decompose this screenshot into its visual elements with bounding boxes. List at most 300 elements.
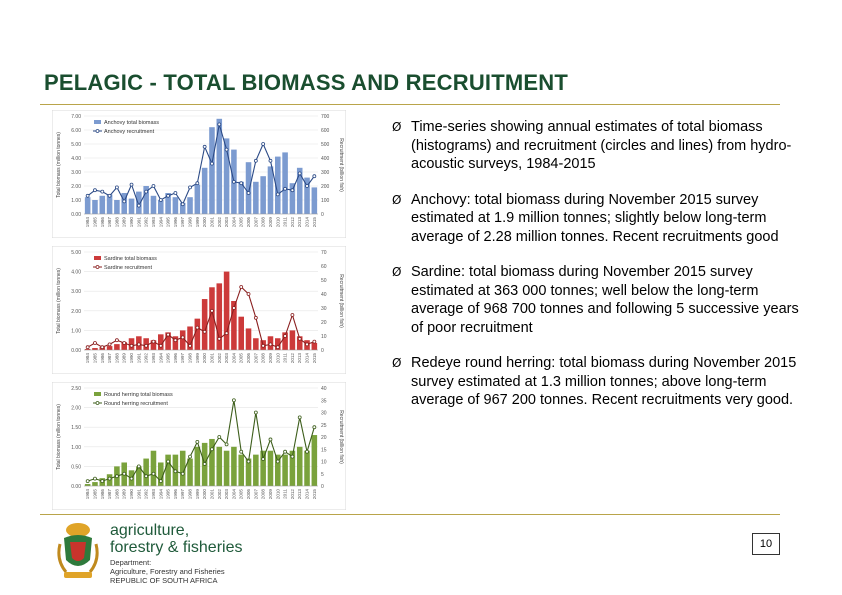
- recruitment-point: [262, 458, 265, 461]
- recruitment-point: [174, 470, 177, 473]
- biomass-bar: [143, 459, 149, 486]
- recruitment-point: [86, 480, 89, 483]
- x-tick-label: 1992: [143, 353, 149, 364]
- legend-biomass-label: Sardine total biomass: [104, 256, 157, 262]
- right-tick-label: 35: [321, 398, 327, 405]
- biomass-bar: [92, 200, 98, 214]
- legend-bar-swatch: [94, 120, 101, 124]
- recruitment-point: [174, 192, 177, 195]
- x-tick-label: 1994: [158, 353, 164, 364]
- recruitment-point: [159, 199, 162, 202]
- x-tick-label: 2013: [297, 217, 303, 228]
- arrow-bullet-icon: Ø: [392, 120, 402, 134]
- recruitment-point: [269, 343, 272, 346]
- recruitment-point: [210, 162, 213, 165]
- left-tick-label: 0.00: [71, 484, 81, 490]
- recruitment-point: [254, 411, 257, 414]
- biomass-bar: [253, 455, 259, 486]
- left-tick-label: 1.00: [71, 444, 81, 451]
- biomass-bar: [173, 197, 179, 214]
- left-tick-label: 1.50: [71, 425, 81, 432]
- x-tick-label: 1992: [143, 489, 149, 500]
- legend-recruitment-label: Round herring recruitment: [104, 401, 168, 407]
- right-tick-label: 15: [321, 447, 327, 454]
- x-tick-label: 1985: [92, 353, 98, 364]
- right-axis-label: Recruitment (billion fish): [338, 138, 344, 192]
- x-tick-label: 2004: [231, 353, 237, 364]
- recruitment-point: [276, 460, 279, 463]
- recruitment-point: [284, 187, 287, 190]
- biomass-bar: [114, 344, 120, 350]
- x-tick-label: 1994: [158, 489, 164, 500]
- bullet-text: Time-series showing annual estimates of total biomass (histograms) and recruitment (circles and lines) from hydro-acoustic surveys, 1984-2015: [411, 119, 792, 172]
- x-tick-label: 2000: [202, 217, 208, 228]
- recruitment-point: [262, 344, 265, 347]
- sardine-chart: [52, 246, 346, 374]
- left-tick-label: 3.00: [71, 289, 81, 296]
- right-tick-label: 0: [321, 484, 324, 490]
- recruitment-point: [240, 182, 243, 185]
- x-tick-label: 2013: [297, 353, 303, 364]
- right-tick-label: 10: [321, 459, 327, 466]
- recruitment-point: [196, 440, 199, 443]
- right-tick-label: 60: [321, 264, 327, 270]
- biomass-bar: [268, 451, 274, 486]
- biomass-bar: [290, 183, 296, 214]
- recruitment-point: [203, 462, 206, 465]
- left-tick-label: 2.00: [71, 184, 81, 190]
- x-tick-label: 1997: [180, 217, 186, 228]
- biomass-bar: [246, 162, 252, 214]
- biomass-bar: [253, 182, 259, 214]
- bullet-item: [392, 118, 804, 174]
- x-tick-label: 2003: [224, 217, 230, 228]
- recruitment-point: [247, 460, 250, 463]
- legend-point-swatch: [96, 402, 99, 405]
- biomass-bar: [282, 455, 288, 486]
- x-tick-label: 1994: [158, 217, 164, 228]
- x-tick-label: 2011: [282, 353, 288, 363]
- recruitment-point: [145, 344, 148, 347]
- x-tick-label: 2007: [253, 489, 259, 500]
- recruitment-point: [269, 438, 272, 441]
- recruitment-point: [167, 194, 170, 197]
- bullet-text: Anchovy: total biomass during November 2015 survey estimated at 1.9 million tonnes; slightly below long-term average of 2.28 million tonnes. Recent recruitments good: [411, 191, 779, 245]
- recruitment-point: [218, 123, 221, 126]
- x-tick-label: 1995: [165, 489, 171, 500]
- x-tick-label: 2003: [224, 489, 230, 500]
- right-tick-label: 20: [321, 435, 327, 441]
- right-tick-label: 200: [321, 184, 330, 190]
- biomass-bar: [268, 166, 274, 214]
- x-tick-label: 1986: [99, 489, 105, 500]
- biomass-bar: [209, 127, 215, 214]
- recruitment-point: [101, 480, 104, 483]
- right-tick-label: 5: [321, 471, 324, 478]
- recruitment-point: [276, 346, 279, 349]
- x-tick-label: 1987: [107, 353, 113, 364]
- recruitment-point: [218, 436, 221, 439]
- x-tick-label: 1991: [136, 489, 142, 500]
- x-tick-label: 2001: [209, 489, 215, 500]
- x-tick-label: 2009: [267, 353, 273, 364]
- recruitment-point: [174, 339, 177, 342]
- anchovy-chart: [52, 110, 346, 238]
- recruitment-point: [93, 342, 96, 345]
- left-tick-label: 4.00: [71, 269, 81, 276]
- biomass-bar: [260, 176, 266, 214]
- left-tick-label: 4.00: [71, 156, 81, 162]
- biomass-bar: [195, 185, 201, 214]
- left-tick-label: 0.00: [71, 212, 81, 218]
- x-tick-label: 2012: [289, 489, 295, 500]
- legend-recruitment-label: Anchovy recruitment: [104, 129, 155, 135]
- biomass-bar: [282, 152, 288, 214]
- biomass-bar: [92, 482, 98, 486]
- recruitment-point: [313, 175, 316, 178]
- page-title: PELAGIC - TOTAL BIOMASS AND RECRUITMENT: [44, 70, 568, 95]
- recruitment-point: [86, 346, 89, 349]
- x-tick-label: 2006: [246, 217, 252, 228]
- recruitment-point: [108, 194, 111, 197]
- x-tick-label: 1999: [194, 489, 200, 500]
- bullet-item: [392, 263, 804, 337]
- x-tick-label: 2002: [216, 217, 222, 228]
- x-tick-label: 1989: [121, 217, 127, 228]
- left-axis-label: Total biomass (million tonnes): [56, 268, 62, 334]
- x-tick-label: 1996: [172, 353, 178, 364]
- bullet-text: Redeye round herring: total biomass during November 2015 survey estimated at 1.3 million tonnes; above long-term average of 967 200 tonnes. Recent recruitments very good.: [411, 355, 797, 408]
- biomass-bar: [297, 447, 303, 486]
- recruitment-point: [284, 450, 287, 453]
- biomass-bar: [114, 200, 120, 214]
- x-tick-label: 2011: [282, 489, 288, 499]
- recruitment-point: [218, 337, 221, 340]
- recruitment-point: [101, 190, 104, 193]
- right-tick-label: 400: [321, 156, 330, 162]
- recruitment-point: [167, 460, 170, 463]
- recruitment-point: [189, 186, 192, 189]
- page-number: 10: [752, 533, 780, 555]
- recruitment-point: [152, 340, 155, 343]
- x-tick-label: 2014: [304, 353, 310, 364]
- x-tick-label: 2004: [231, 489, 237, 500]
- recruitment-point: [123, 472, 126, 475]
- x-tick-label: 1997: [180, 353, 186, 364]
- recruitment-point: [210, 448, 213, 451]
- bullet-text: Sardine: total biomass during November 2015 survey estimated at 363 000 tonnes; well below the long-term average of 968 700 tonnes and following 5 successive years of poor recruitment: [411, 264, 799, 336]
- x-tick-label: 1987: [107, 489, 113, 500]
- biomass-bar: [238, 455, 244, 486]
- x-tick-label: 2012: [289, 353, 295, 364]
- left-tick-label: 7.00: [71, 114, 81, 120]
- biomass-bar: [85, 197, 91, 214]
- left-axis-label: Total biomass (million tonnes): [56, 404, 62, 470]
- left-tick-label: 5.00: [71, 142, 81, 148]
- recruitment-point: [291, 314, 294, 317]
- recruitment-point: [130, 344, 133, 347]
- legend-point-swatch: [96, 130, 99, 133]
- recruitment-point: [291, 189, 294, 192]
- x-tick-label: 1993: [150, 353, 156, 364]
- biomass-bar: [107, 346, 113, 350]
- x-tick-label: 2006: [246, 489, 252, 500]
- recruitment-point: [247, 293, 250, 296]
- recruitment-point: [123, 200, 126, 203]
- x-tick-label: 2004: [231, 217, 237, 228]
- right-axis-label: Recruitment (billion fish): [338, 410, 344, 464]
- round-herring-chart: [52, 382, 346, 510]
- department-name: agriculture, forestry & fisheries: [110, 522, 243, 556]
- x-tick-label: 2005: [238, 217, 244, 228]
- recruitment-point: [181, 472, 184, 475]
- x-tick-label: 2009: [267, 217, 273, 228]
- left-tick-label: 2.00: [71, 405, 81, 412]
- right-tick-label: 700: [321, 114, 330, 120]
- x-tick-label: 1995: [165, 353, 171, 364]
- x-tick-label: 1990: [129, 489, 135, 500]
- recruitment-point: [306, 343, 309, 346]
- x-tick-label: 2007: [253, 217, 259, 228]
- x-tick-label: 2005: [238, 353, 244, 364]
- x-tick-label: 1995: [165, 217, 171, 228]
- legend-recruitment-label: Sardine recruitment: [104, 265, 152, 271]
- x-tick-label: 2000: [202, 489, 208, 500]
- x-tick-label: 1984: [85, 353, 91, 364]
- left-tick-label: 1.00: [71, 328, 81, 335]
- recruitment-point: [306, 185, 309, 188]
- biomass-bar: [217, 447, 223, 486]
- recruitment-point: [225, 332, 228, 335]
- x-tick-label: 1996: [172, 489, 178, 500]
- x-tick-label: 1988: [114, 217, 120, 228]
- x-tick-label: 2002: [216, 353, 222, 364]
- left-tick-label: 3.00: [71, 170, 81, 176]
- x-tick-label: 1992: [143, 217, 149, 228]
- right-tick-label: 70: [321, 250, 327, 256]
- right-tick-label: 300: [321, 170, 330, 176]
- recruitment-point: [152, 185, 155, 188]
- x-tick-label: 2003: [224, 353, 230, 364]
- recruitment-point: [306, 450, 309, 453]
- recruitment-point: [284, 335, 287, 338]
- x-tick-label: 1993: [150, 489, 156, 500]
- x-tick-label: 2008: [260, 353, 266, 364]
- x-tick-label: 2012: [289, 217, 295, 228]
- bullet-list: [392, 118, 804, 427]
- footer-rule: [40, 514, 780, 515]
- biomass-bar: [202, 299, 208, 350]
- biomass-bar: [224, 272, 230, 350]
- x-tick-label: 2013: [297, 489, 303, 500]
- recruitment-point: [93, 477, 96, 480]
- left-tick-label: 1.00: [71, 198, 81, 204]
- x-tick-label: 1999: [194, 217, 200, 228]
- right-tick-label: 500: [321, 142, 330, 148]
- biomass-bar: [151, 196, 157, 214]
- recruitment-point: [254, 316, 257, 319]
- recruitment-point: [137, 343, 140, 346]
- recruitment-point: [247, 192, 250, 195]
- left-axis-label: Total biomass (million tonnes): [56, 132, 62, 198]
- right-tick-label: 10: [321, 334, 327, 340]
- x-tick-label: 1988: [114, 489, 120, 500]
- x-tick-label: 1984: [85, 217, 91, 228]
- recruitment-point: [159, 480, 162, 483]
- recruitment-point: [196, 326, 199, 329]
- arrow-bullet-icon: Ø: [392, 265, 402, 279]
- biomass-bar: [100, 196, 106, 214]
- recruitment-point: [203, 330, 206, 333]
- arrow-bullet-icon: Ø: [392, 192, 402, 207]
- recruitment-point: [298, 416, 301, 419]
- biomass-bar: [304, 451, 310, 486]
- recruitment-point: [189, 455, 192, 458]
- right-tick-label: 40: [321, 386, 327, 392]
- x-tick-label: 2009: [267, 489, 273, 500]
- x-tick-label: 1990: [129, 217, 135, 228]
- legend-point-swatch: [96, 266, 99, 269]
- recruitment-point: [254, 159, 257, 162]
- biomass-bar: [151, 451, 157, 486]
- right-tick-label: 30: [321, 410, 327, 417]
- x-tick-label: 2005: [238, 489, 244, 500]
- recruitment-point: [232, 180, 235, 183]
- recruitment-point: [167, 333, 170, 336]
- biomass-bar: [187, 197, 193, 214]
- x-tick-label: 2008: [260, 489, 266, 500]
- x-tick-label: 2010: [275, 217, 281, 228]
- recruitment-point: [108, 343, 111, 346]
- x-tick-label: 1988: [114, 353, 120, 364]
- left-tick-label: 6.00: [71, 128, 81, 134]
- recruitment-point: [232, 399, 235, 402]
- right-tick-label: 600: [321, 128, 330, 134]
- x-tick-label: 2015: [311, 217, 317, 228]
- x-tick-label: 2015: [311, 353, 317, 364]
- recruitment-point: [159, 344, 162, 347]
- recruitment-point: [262, 143, 265, 146]
- department-logo: [56, 520, 276, 586]
- x-tick-label: 1987: [107, 217, 113, 228]
- recruitment-point: [313, 426, 316, 429]
- recruitment-point: [298, 172, 301, 175]
- recruitment-point: [101, 346, 104, 349]
- x-tick-label: 2010: [275, 353, 281, 364]
- x-tick-label: 1991: [136, 353, 142, 364]
- x-tick-label: 1985: [92, 217, 98, 228]
- x-tick-label: 2007: [253, 353, 259, 364]
- x-tick-label: 1991: [136, 217, 142, 228]
- recruitment-point: [189, 344, 192, 347]
- recruitment-point: [240, 286, 243, 289]
- biomass-bar: [195, 319, 201, 350]
- x-tick-label: 1989: [121, 353, 127, 364]
- recruitment-point: [115, 186, 118, 189]
- x-tick-label: 2000: [202, 353, 208, 364]
- department-subtitle: Department: Agriculture, Forestry and Fisheries REPUBLIC OF SOUTH AFRICA: [110, 558, 225, 585]
- recruitment-point: [232, 307, 235, 310]
- recruitment-point: [86, 194, 89, 197]
- right-tick-label: 0: [321, 212, 324, 218]
- recruitment-point: [210, 309, 213, 312]
- biomass-bar: [224, 451, 230, 486]
- right-tick-label: 40: [321, 292, 327, 298]
- recruitment-point: [313, 340, 316, 343]
- recruitment-point: [145, 475, 148, 478]
- biomass-bar: [312, 343, 318, 350]
- x-tick-label: 1998: [187, 489, 193, 500]
- recruitment-point: [108, 477, 111, 480]
- x-tick-label: 1997: [180, 489, 186, 500]
- left-tick-label: 2.50: [71, 386, 81, 392]
- arrow-bullet-icon: Ø: [392, 356, 402, 370]
- title-underline: [40, 104, 780, 105]
- recruitment-point: [276, 193, 279, 196]
- right-tick-label: 0: [321, 348, 324, 354]
- biomass-bar: [238, 317, 244, 350]
- x-tick-label: 2014: [304, 489, 310, 500]
- recruitment-point: [181, 203, 184, 206]
- recruitment-point: [181, 336, 184, 339]
- biomass-bar: [202, 168, 208, 214]
- recruitment-point: [298, 337, 301, 340]
- biomass-bar: [187, 459, 193, 486]
- x-tick-label: 2002: [216, 489, 222, 500]
- right-tick-label: 50: [321, 278, 327, 284]
- bullet-item: [392, 354, 804, 410]
- legend-biomass-label: Round herring total biomass: [104, 392, 173, 398]
- x-tick-label: 2011: [282, 217, 288, 227]
- x-tick-label: 1986: [99, 353, 105, 364]
- x-tick-label: 2008: [260, 217, 266, 228]
- x-tick-label: 1989: [121, 489, 127, 500]
- recruitment-point: [130, 183, 133, 186]
- recruitment-point: [137, 465, 140, 468]
- x-tick-label: 2014: [304, 217, 310, 228]
- legend-bar-swatch: [94, 392, 101, 396]
- biomass-bar: [231, 447, 237, 486]
- recruitment-point: [93, 189, 96, 192]
- x-tick-label: 1986: [99, 217, 105, 228]
- x-tick-label: 2006: [246, 353, 252, 364]
- biomass-bar: [195, 447, 201, 486]
- recruitment-point: [240, 450, 243, 453]
- x-tick-label: 2001: [209, 217, 215, 228]
- recruitment-point: [130, 477, 133, 480]
- recruitment-point: [291, 455, 294, 458]
- x-tick-label: 1984: [85, 489, 91, 500]
- left-tick-label: 0.50: [71, 464, 81, 471]
- x-tick-label: 2010: [275, 489, 281, 500]
- recruitment-point: [123, 342, 126, 345]
- x-tick-label: 2001: [209, 353, 215, 364]
- biomass-bar: [246, 328, 252, 350]
- x-tick-label: 1985: [92, 489, 98, 500]
- biomass-bar: [290, 330, 296, 350]
- biomass-bar: [129, 199, 135, 214]
- recruitment-point: [225, 443, 228, 446]
- x-tick-label: 2015: [311, 489, 317, 500]
- biomass-bar: [312, 435, 318, 486]
- left-tick-label: 2.00: [71, 308, 81, 315]
- bullet-item: [392, 191, 804, 247]
- right-tick-label: 20: [321, 320, 327, 326]
- coat-of-arms-icon: [56, 520, 100, 584]
- recruitment-point: [115, 339, 118, 342]
- legend-biomass-label: Anchovy total biomass: [104, 120, 160, 126]
- right-axis-label: Recruitment (billion fish): [338, 274, 344, 328]
